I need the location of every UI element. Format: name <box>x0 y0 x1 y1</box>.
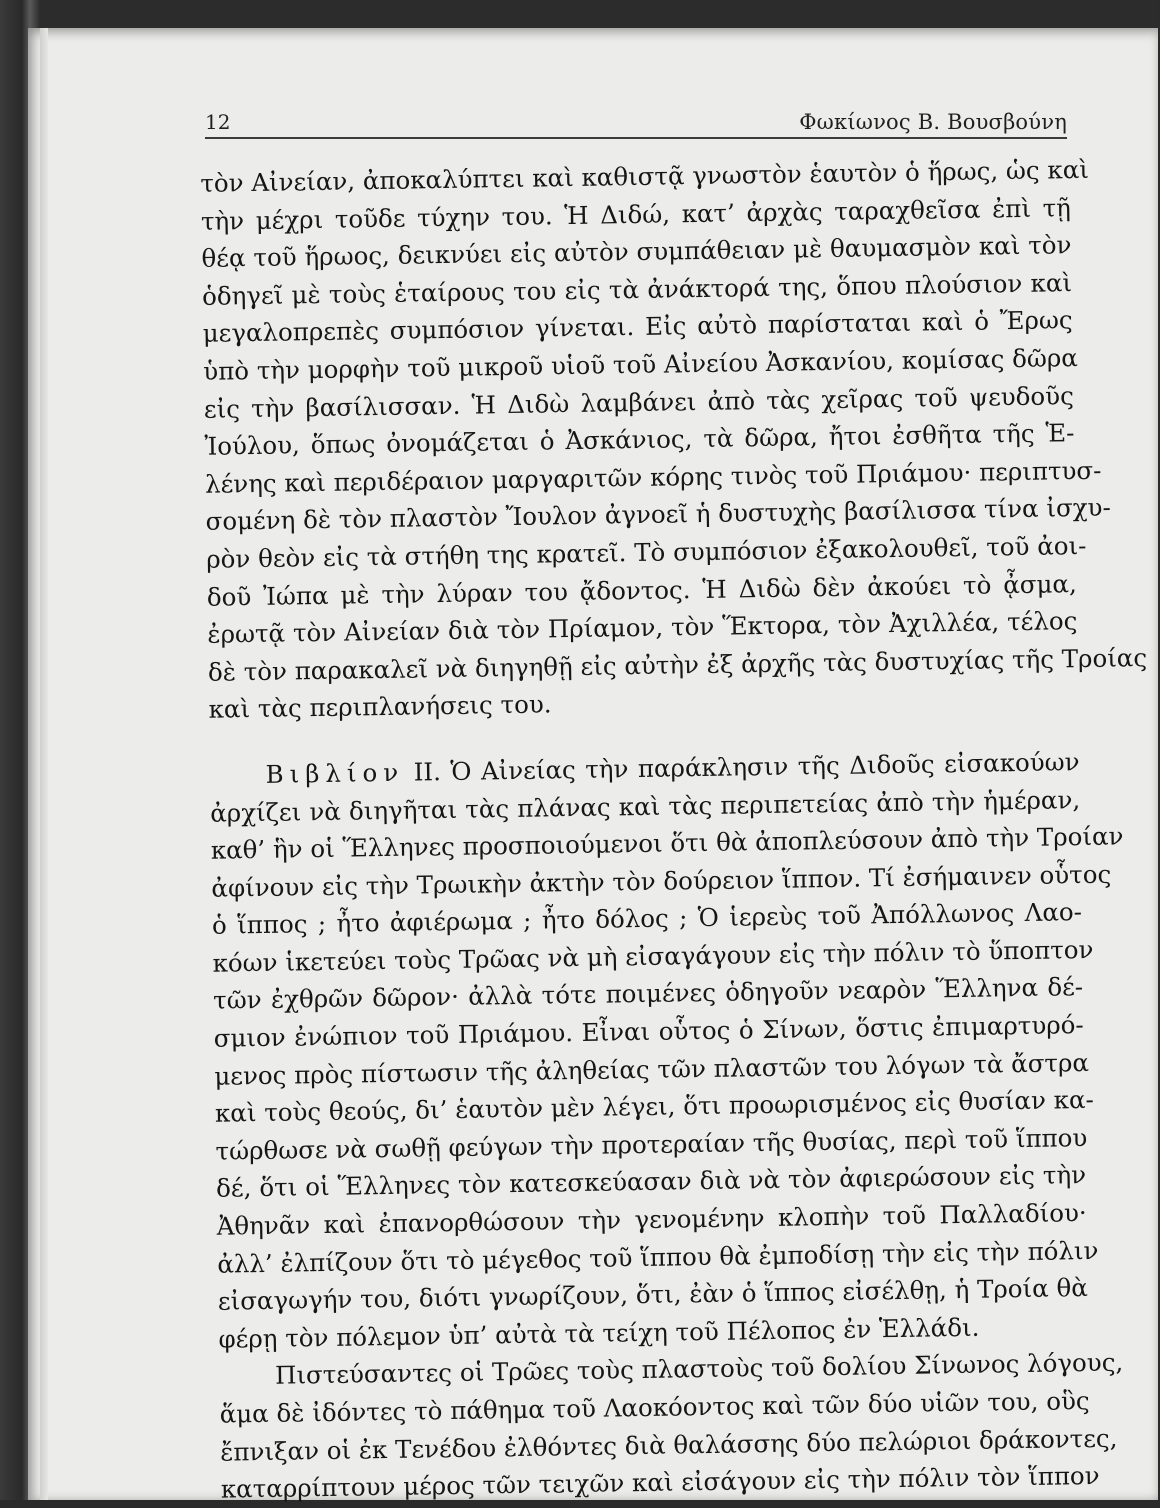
text-line: ὑπὸ τὴν μορφὴν τοῦ μικροῦ υἱοῦ τοῦ Αἰνείου Ἀσκανίου, κομίσας δῶρα <box>203 343 1079 386</box>
text-line: καὶ τὰς περιπλανήσεις του. <box>208 689 552 725</box>
text-line: εἰς τὴν βασίλισσαν. Ἡ Διδὼ λαμβάνει ἀπὸ τὰς χεῖρας τοῦ ψευδοῦς <box>203 380 1075 424</box>
text-line: καθ’ ἣν οἱ Ἕλληνες προσποιούμενοι ὅτι θὰ ἀποπλεύσουν ἀπὸ τὴν Τροίαν <box>210 821 1124 865</box>
paragraph-1 <box>200 151 1148 729</box>
text-line: δὲ τὸν παρακαλεῖ νὰ διηγηθῇ εἰς αὐτὴν ἐξ ἀρχῆς τὰς δυστυχίας τῆς Τροίας <box>207 642 1148 687</box>
page-number: 12 <box>205 110 231 134</box>
text-line: καταρρίπτουν μέρος τῶν τειχῶν καὶ εἰσάγουν εἰς τὴν πόλιν τὸν ἵππον <box>220 1461 1100 1504</box>
page-header <box>205 98 1067 138</box>
paragraph-3 <box>219 1344 1124 1508</box>
text-line: τῶν ἐχθρῶν δῶρον· ἀλλὰ τότε ποιμένες ὁδηγοῦν νεαρὸν Ἕλληνα δέ- <box>212 972 1084 1016</box>
text-line: ἔπνιξαν οἱ ἐκ Τενέδου ἐλθόντες διὰ θαλάσσης δύο πελώριοι δράκοντες, <box>220 1423 1118 1467</box>
text-line: σομένη δὲ τὸν πλαστὸν Ἴουλον ἀγνοεῖ ἡ δυστυχὴς βασίλισσα τίνα ἰσχυ- <box>205 492 1111 537</box>
text-line: τώρθωσε νὰ σωθῇ φεύγων τὴν προτεραίαν τῆς θυσίας, περὶ τοῦ ἵππου <box>215 1122 1088 1166</box>
text-line: θέᾳ τοῦ ἥρωος, δεικνύει εἰς αὐτὸν συμπάθειαν μὲ θαυμασμὸν καὶ τὸν <box>201 230 1072 274</box>
running-head: Φωκίωνος Β. Βουσβούνη <box>799 110 1067 134</box>
text-line: Ἰούλου, ὅπως ὀνομάζεται ὁ Ἀσκάνιος, τὰ δῶρα, ἤτοι ἐσθῆτα τῆς Ἑ- <box>204 418 1075 461</box>
text-line: δοῦ Ἰώπα μὲ τὴν λύραν του ᾄδοντος. Ἡ Διδὼ δὲν ἀκούει τὸ ᾆσμα, <box>206 568 1077 612</box>
text-line: μενος πρὸς πίστωσιν τῆς ἀληθείας τῶν πλαστῶν του λόγων τὰ ἄστρα <box>214 1047 1090 1091</box>
text-line: ἀλλ’ ἐλπίζουν ὅτι τὸ μέγεθος τοῦ ἵππου θὰ ἐμποδίσῃ τὴν εἰς τὴν πόλιν <box>217 1235 1099 1279</box>
paragraph-2 <box>209 743 1124 1358</box>
text-line: ἅμα δὲ ἰδόντες τὸ πάθημα τοῦ Λαοκόοντος καὶ τῶν δύο υἱῶν του, οὓς <box>219 1386 1090 1429</box>
body-text <box>200 151 1148 1504</box>
text-line: σμιον ἐνώπιον τοῦ Πριάμου. Εἶναι οὗτος ὁ Σίνων, ὅστις ἐπιμαρτυρό- <box>213 1010 1084 1053</box>
text-line: ἀρχίζει νὰ διηγῆται τὰς πλάνας καὶ τὰς περιπετείας ἀπὸ τὴν ἡμέραν, <box>210 784 1081 828</box>
text-line: Πιστεύσαντες οἱ Τρῶες τοὺς πλαστοὺς τοῦ δολίου Σίνωνος λόγους, <box>274 1347 1124 1391</box>
header-rule <box>205 137 1067 139</box>
text-line: ἀφίνουν εἰς τὴν Τρωικὴν ἀκτὴν τὸν δούρειον ἵππον. Τί ἐσήμαινεν οὗτος <box>211 859 1112 903</box>
text-line: καὶ τοὺς θεούς, δι’ ἑαυτὸν μὲν λέγει, ὅτι προωρισμένος εἰς θυσίαν κα- <box>214 1085 1094 1128</box>
text-line: μεγαλοπρεπὲς συμπόσιον γίνεται. Εἰς αὐτὸ παρίσταται καὶ ὁ Ἔρως <box>202 305 1073 349</box>
page-edge <box>40 28 48 1500</box>
text-line: ὁδηγεῖ μὲ τοὺς ἑταίρους του εἰς τὰ ἀνάκτορά της, ὅπου πλούσιον καὶ <box>201 267 1073 311</box>
text-line: ρὸν θεὸν εἰς τὰ στήθη της κρατεῖ. Τὸ συμπόσιον ἐξακολουθεῖ, τοῦ ἀοι- <box>206 530 1087 574</box>
text-line: Ἀθηνᾶν καὶ ἐπανορθώσουν τὴν γενομένην κλοπὴν τοῦ Παλλαδίου· <box>216 1198 1087 1241</box>
text-line-rest: II. Ὁ Αἰνείας τὴν παράκλησιν τῆς Διδοῦς εἰσακούων <box>413 747 1080 787</box>
text-line: ἐρωτᾷ τὸν Αἰνείαν διὰ τὸν Πρίαμον, τὸν Ἕκτορα, τὸν Ἀχιλλέα, τέλος <box>207 606 1078 649</box>
text-line: ὁ ἵππος ; ἦτο ἀφιέρωμα ; ἦτο δόλος ; Ὁ ἱερεὺς τοῦ Ἀπόλλωνος Λαο- <box>211 897 1083 941</box>
text-line: κόων ἱκετεύει τοὺς Τρῶας νὰ μὴ εἰσαγάγουν εἰς τὴν πόλιν τὸ ὕποπτον <box>212 934 1094 978</box>
text-line: λένης καὶ περιδέραιον μαργαριτῶν κόρης τινὸς τοῦ Πριάμου· περιπτυσ- <box>204 455 1102 499</box>
text-line: τὸν Αἰνείαν, ἀποκαλύπτει καὶ καθιστᾷ γνωστὸν ἑαυτὸν ὁ ἥρως, ὡς καὶ <box>200 154 1090 198</box>
text-line: τὴν μέχρι τοῦδε τύχην του. Ἡ Διδώ, κατ’ ἀρχὰς ταραχθεῖσα ἐπὶ τῇ <box>200 192 1072 236</box>
text-line: δέ, ὅτι οἱ Ἕλληνες τὸν κατεσκεύασαν διὰ νὰ τὸν ἀφιερώσουν εἰς τὴν <box>215 1160 1087 1204</box>
text-line: εἰσαγωγήν του, διότι γνωρίζουν, ὅτι, ἐὰν ὁ ἵππος εἰσέλθῃ, ἡ Τροία θὰ <box>217 1273 1089 1316</box>
text-line: φέρῃ τὸν πόλεμον ὑπ’ αὐτὰ τὰ τείχη τοῦ Πέλοπος ἐν Ἑλλάδι. <box>218 1312 980 1354</box>
book-heading: Βιβλίον <box>265 757 405 789</box>
